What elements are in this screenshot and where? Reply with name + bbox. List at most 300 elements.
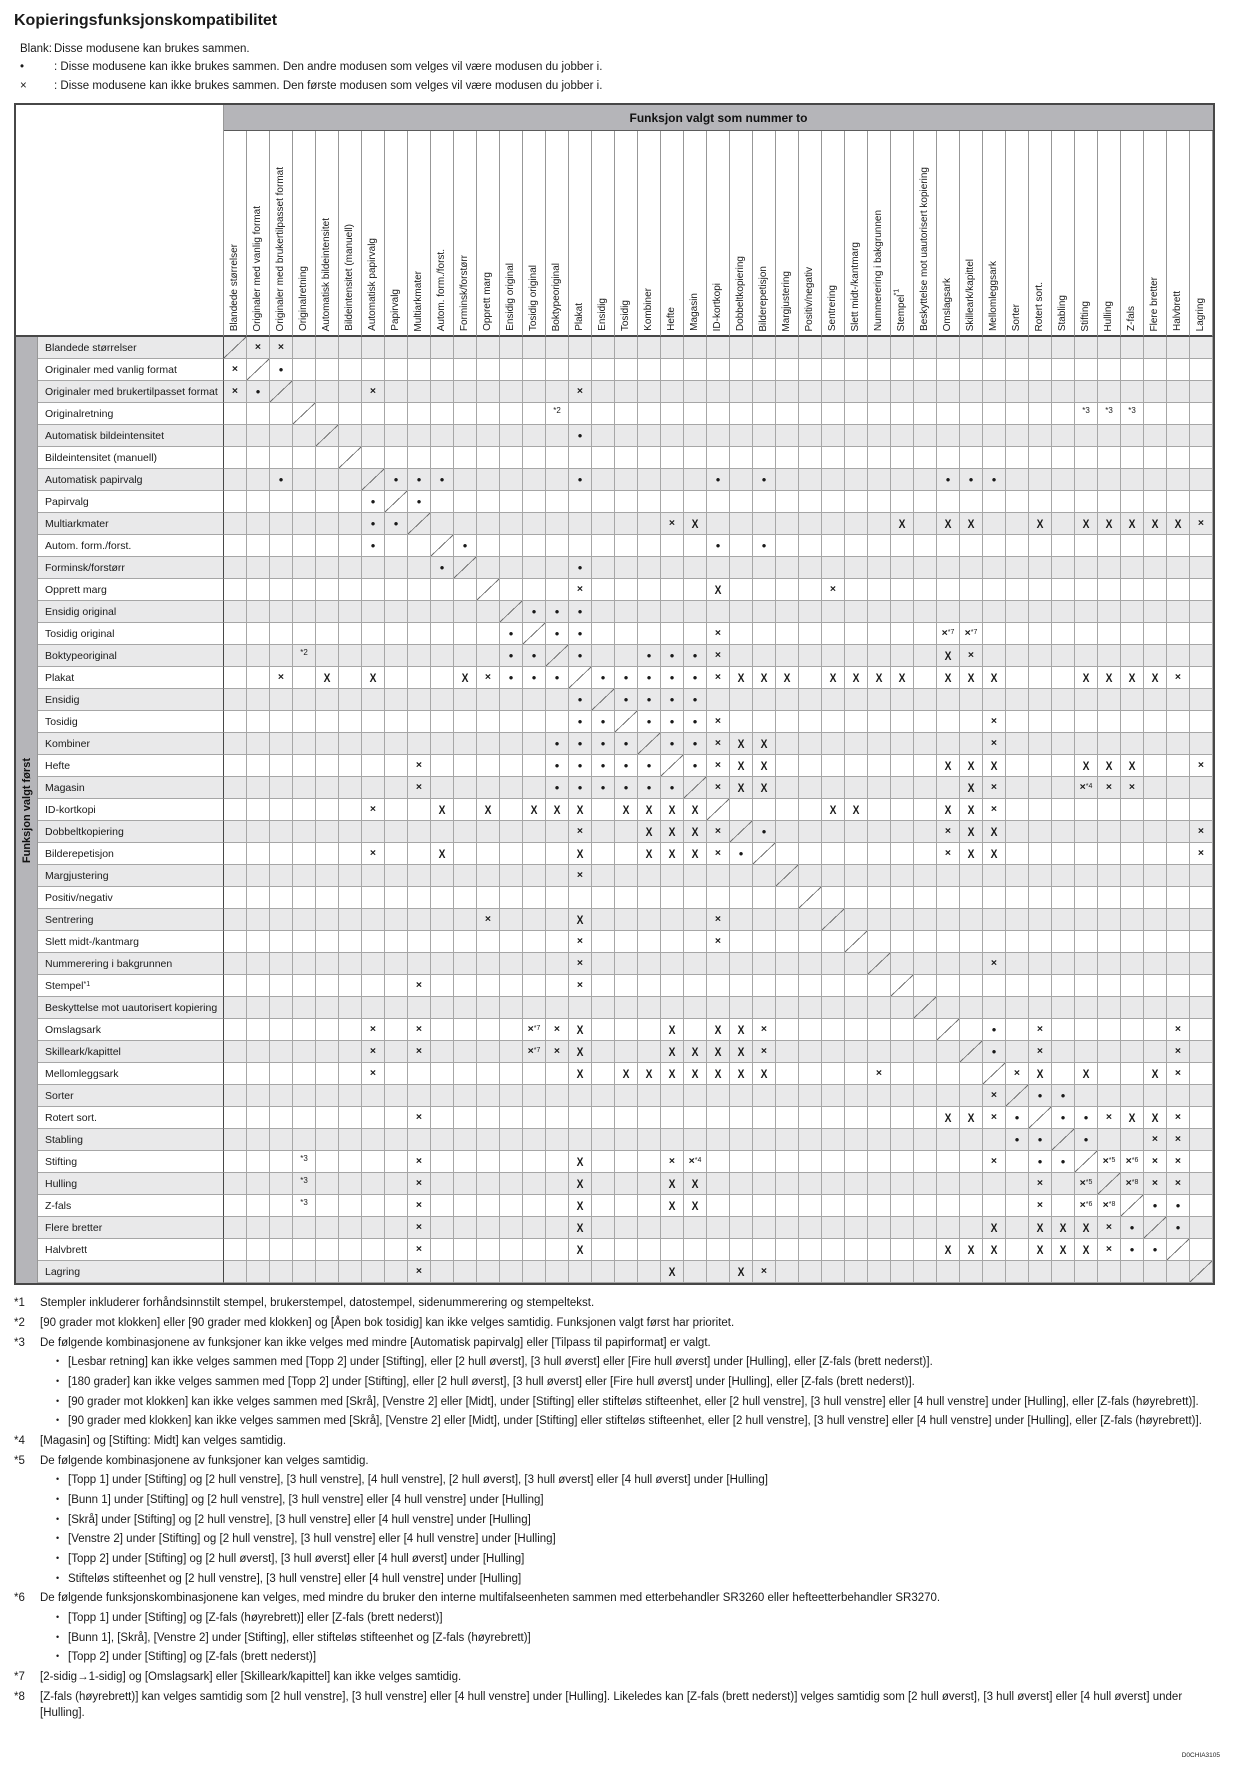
matrix-cell xyxy=(1190,491,1213,513)
matrix-cell xyxy=(339,975,362,997)
matrix-cell xyxy=(684,865,707,887)
matrix-cell xyxy=(730,1173,753,1195)
matrix-cell xyxy=(293,337,316,359)
matrix-cell xyxy=(730,447,753,469)
matrix-cell xyxy=(224,733,247,755)
matrix-cell xyxy=(1006,623,1029,645)
matrix-cell xyxy=(224,755,247,777)
matrix-cell xyxy=(914,667,937,689)
matrix-cell: × xyxy=(707,711,730,733)
matrix-cell xyxy=(339,623,362,645)
matrix-cell xyxy=(339,1019,362,1041)
column-header: Positiv/negativ xyxy=(799,131,822,337)
matrix-cell xyxy=(799,513,822,535)
matrix-cell xyxy=(454,337,477,359)
matrix-cell: • xyxy=(546,601,569,623)
matrix-cell xyxy=(753,1107,776,1129)
matrix-cell xyxy=(431,447,454,469)
matrix-cell xyxy=(316,645,339,667)
matrix-cell xyxy=(638,953,661,975)
matrix-cell: X xyxy=(615,799,638,821)
matrix-cell xyxy=(868,359,891,381)
matrix-cell xyxy=(845,447,868,469)
matrix-cell xyxy=(362,645,385,667)
matrix-cell: • xyxy=(408,491,431,513)
column-header: Rotert sort. xyxy=(1029,131,1052,337)
matrix-cell xyxy=(822,1019,845,1041)
matrix-cell xyxy=(753,909,776,931)
column-header: Kombiner xyxy=(638,131,661,337)
matrix-cell xyxy=(362,1129,385,1151)
matrix-cell xyxy=(1144,579,1167,601)
matrix-cell xyxy=(730,909,753,931)
footnote-text: [Z-fals (høyrebrett)] kan velges samtidig som [2 hull venstre], [3 hull venstre] eller [4 hull venstre] under [Hulling]. Likeledes kan [Z-fals (brett nederst)] velges samtidig som [2 hull øverst], [3 hull øverst] eller [4 hull øverst] under [Hulling]. xyxy=(40,1690,1183,1720)
matrix-cell xyxy=(1144,1217,1167,1239)
matrix-cell xyxy=(523,447,546,469)
matrix-cell: • xyxy=(454,535,477,557)
matrix-cell: • xyxy=(362,491,385,513)
matrix-cell xyxy=(615,975,638,997)
matrix-cell xyxy=(385,755,408,777)
matrix-cell xyxy=(408,909,431,931)
matrix-cell: • xyxy=(569,601,592,623)
matrix-cell xyxy=(868,711,891,733)
matrix-cell xyxy=(431,513,454,535)
matrix-cell xyxy=(454,469,477,491)
matrix-cell xyxy=(799,403,822,425)
matrix-cell: X xyxy=(1029,1217,1052,1239)
matrix-cell xyxy=(983,689,1006,711)
matrix-cell xyxy=(523,975,546,997)
matrix-cell: X xyxy=(569,1239,592,1261)
matrix-cell xyxy=(638,359,661,381)
matrix-cell xyxy=(615,337,638,359)
matrix-cell: • xyxy=(684,645,707,667)
row-label: Z-fals xyxy=(38,1195,224,1217)
matrix-cell: • xyxy=(569,711,592,733)
matrix-cell xyxy=(960,953,983,975)
matrix-cell xyxy=(730,557,753,579)
matrix-cell xyxy=(1121,535,1144,557)
matrix-cell: X xyxy=(753,1063,776,1085)
matrix-cell: X xyxy=(661,1173,684,1195)
matrix-cell: • xyxy=(569,645,592,667)
matrix-cell xyxy=(1098,931,1121,953)
matrix-cell xyxy=(316,711,339,733)
matrix-cell xyxy=(845,887,868,909)
matrix-cell xyxy=(868,821,891,843)
matrix-cell xyxy=(316,821,339,843)
column-header: Magasin xyxy=(684,131,707,337)
matrix-cell xyxy=(914,1239,937,1261)
footnote-bullet: • [90 grader mot klokken] kan ikke velges sammen med [Skrå], [Venstre 2] eller [Midt], under [Stifting] eller stifteløs stifteenhet, eller [2 hull venstre], [3 hull venstre] eller [4 hull venstre] under [Hulling], eller [Z-fals (høyrebrett)]. xyxy=(56,1395,1199,1408)
matrix-cell xyxy=(1052,975,1075,997)
matrix-cell xyxy=(339,1085,362,1107)
matrix-cell: X xyxy=(960,1239,983,1261)
matrix-cell xyxy=(1121,557,1144,579)
matrix-cell: X xyxy=(477,799,500,821)
matrix-cell: X xyxy=(684,1041,707,1063)
matrix-cell xyxy=(385,1151,408,1173)
matrix-cell xyxy=(477,1173,500,1195)
matrix-cell xyxy=(960,1063,983,1085)
matrix-cell xyxy=(224,491,247,513)
matrix-cell xyxy=(546,381,569,403)
matrix-cell xyxy=(385,799,408,821)
matrix-cell xyxy=(983,997,1006,1019)
column-header: Hulling xyxy=(1098,131,1121,337)
matrix-cell xyxy=(500,1173,523,1195)
matrix-cell xyxy=(546,887,569,909)
matrix-cell xyxy=(316,1041,339,1063)
matrix-cell xyxy=(615,865,638,887)
matrix-cell xyxy=(1167,425,1190,447)
matrix-cell xyxy=(592,997,615,1019)
matrix-cell xyxy=(339,425,362,447)
matrix-cell xyxy=(845,557,868,579)
matrix-cell xyxy=(891,931,914,953)
matrix-cell xyxy=(523,579,546,601)
matrix-cell xyxy=(776,535,799,557)
matrix-cell: • xyxy=(1052,1107,1075,1129)
matrix-cell xyxy=(431,1217,454,1239)
matrix-cell xyxy=(684,953,707,975)
matrix-cell xyxy=(270,777,293,799)
legend-text: : Disse modusene kan ikke brukes sammen. Den første modusen som velges vil være modusen du jobber i. xyxy=(54,79,603,92)
matrix-cell xyxy=(753,337,776,359)
matrix-cell xyxy=(730,535,753,557)
column-header: Lagring xyxy=(1190,131,1213,337)
matrix-cell: × xyxy=(362,1041,385,1063)
matrix-cell xyxy=(914,623,937,645)
matrix-cell xyxy=(707,403,730,425)
matrix-cell xyxy=(983,1129,1006,1151)
matrix-cell xyxy=(776,1019,799,1041)
matrix-cell xyxy=(293,821,316,843)
matrix-cell xyxy=(983,975,1006,997)
matrix-cell xyxy=(523,1107,546,1129)
matrix-cell: × xyxy=(477,667,500,689)
matrix-cell xyxy=(960,1129,983,1151)
matrix-cell xyxy=(1052,557,1075,579)
matrix-cell: × xyxy=(362,381,385,403)
matrix-cell xyxy=(339,799,362,821)
matrix-cell xyxy=(615,1085,638,1107)
matrix-cell: × xyxy=(960,645,983,667)
matrix-cell xyxy=(1029,623,1052,645)
footnote-bullet: • [Lesbar retning] kan ikke velges sammen med [Topp 2] under [Stifting], eller [2 hull øverst], [3 hull øverst] eller [Fire hull øverst] under [Hulling], eller [Z-fals (brett nederst)]. xyxy=(56,1356,933,1369)
matrix-cell xyxy=(1052,777,1075,799)
matrix-cell xyxy=(1052,535,1075,557)
matrix-cell xyxy=(1190,1261,1213,1283)
matrix-cell xyxy=(270,381,293,403)
matrix-cell xyxy=(523,1261,546,1283)
matrix-cell: • xyxy=(546,777,569,799)
matrix-cell xyxy=(845,1129,868,1151)
matrix-cell xyxy=(799,1239,822,1261)
matrix-cell xyxy=(1006,667,1029,689)
matrix-cell xyxy=(1006,799,1029,821)
matrix-cell xyxy=(960,997,983,1019)
matrix-cell xyxy=(385,425,408,447)
matrix-cell xyxy=(1167,931,1190,953)
matrix-cell xyxy=(431,645,454,667)
legend-row xyxy=(14,58,1222,76)
matrix-cell xyxy=(385,623,408,645)
matrix-cell xyxy=(293,975,316,997)
matrix-cell xyxy=(270,1085,293,1107)
matrix-cell xyxy=(753,513,776,535)
matrix-cell xyxy=(270,931,293,953)
matrix-cell xyxy=(661,953,684,975)
matrix-cell xyxy=(270,535,293,557)
matrix-cell xyxy=(546,469,569,491)
matrix-cell xyxy=(1167,535,1190,557)
matrix-cell: • xyxy=(707,535,730,557)
matrix-cell xyxy=(615,1195,638,1217)
matrix-cell xyxy=(1075,821,1098,843)
matrix-cell xyxy=(868,403,891,425)
matrix-cell xyxy=(293,1261,316,1283)
matrix-cell xyxy=(661,381,684,403)
matrix-cell xyxy=(960,1217,983,1239)
matrix-cell xyxy=(799,1151,822,1173)
matrix-cell xyxy=(1121,601,1144,623)
matrix-cell: X xyxy=(960,513,983,535)
matrix-cell xyxy=(592,359,615,381)
matrix-cell xyxy=(523,887,546,909)
matrix-cell xyxy=(477,997,500,1019)
matrix-cell xyxy=(592,645,615,667)
matrix-cell xyxy=(1121,1129,1144,1151)
matrix-cell xyxy=(845,1041,868,1063)
matrix-cell: X xyxy=(1029,513,1052,535)
matrix-cell: × xyxy=(753,1041,776,1063)
matrix-cell xyxy=(799,887,822,909)
matrix-cell xyxy=(1098,1063,1121,1085)
matrix-cell xyxy=(615,1173,638,1195)
matrix-cell: • xyxy=(569,557,592,579)
matrix-cell xyxy=(753,623,776,645)
matrix-cell xyxy=(638,579,661,601)
row-label: Stifting xyxy=(38,1151,224,1173)
matrix-cell xyxy=(1052,755,1075,777)
matrix-cell xyxy=(1144,403,1167,425)
matrix-cell: × xyxy=(1167,667,1190,689)
matrix-cell xyxy=(431,931,454,953)
matrix-cell xyxy=(1190,733,1213,755)
matrix-cell xyxy=(822,711,845,733)
row-label: Plakat xyxy=(38,667,224,689)
matrix-cell xyxy=(1052,1173,1075,1195)
matrix-cell xyxy=(868,799,891,821)
matrix-cell xyxy=(477,623,500,645)
matrix-cell xyxy=(684,557,707,579)
matrix-cell xyxy=(316,447,339,469)
matrix-cell xyxy=(523,953,546,975)
matrix-cell xyxy=(1190,623,1213,645)
matrix-cell xyxy=(914,1085,937,1107)
matrix-cell: × xyxy=(362,1019,385,1041)
matrix-cell xyxy=(615,535,638,557)
matrix-cell: • xyxy=(684,711,707,733)
matrix-cell xyxy=(845,909,868,931)
matrix-cell xyxy=(1121,1063,1144,1085)
matrix-cell: X xyxy=(1098,755,1121,777)
matrix-cell xyxy=(684,601,707,623)
matrix-cell: × xyxy=(983,1151,1006,1173)
matrix-cell xyxy=(822,843,845,865)
column-header: Originaler med brukertilpasset format xyxy=(270,131,293,337)
matrix-cell xyxy=(1098,425,1121,447)
matrix-cell xyxy=(1190,1195,1213,1217)
matrix-cell xyxy=(408,1085,431,1107)
matrix-cell: × $^{*6}$ xyxy=(1075,1195,1098,1217)
matrix-cell xyxy=(385,953,408,975)
matrix-cell xyxy=(385,403,408,425)
matrix-cell xyxy=(684,1129,707,1151)
matrix-cell xyxy=(730,887,753,909)
matrix-cell xyxy=(1144,909,1167,931)
matrix-cell xyxy=(270,1041,293,1063)
matrix-cell: • xyxy=(615,755,638,777)
matrix-cell xyxy=(845,1107,868,1129)
matrix-cell xyxy=(891,711,914,733)
matrix-cell: X xyxy=(960,799,983,821)
matrix-cell xyxy=(1075,535,1098,557)
matrix-cell xyxy=(960,601,983,623)
matrix-cell xyxy=(592,1019,615,1041)
matrix-cell xyxy=(385,645,408,667)
matrix-cell xyxy=(638,865,661,887)
matrix-cell xyxy=(477,1239,500,1261)
footnote-bullet: • [Topp 2] under [Stifting] og [2 hull øverst], [3 hull øverst] eller [4 hull øverst] under [Hulling] xyxy=(56,1552,525,1565)
matrix-cell xyxy=(868,601,891,623)
footnote-bullet: • [Bunn 1] under [Stifting] og [2 hull venstre], [3 hull venstre] eller [4 hull venstre] under [Hulling] xyxy=(56,1493,544,1506)
matrix-cell xyxy=(592,953,615,975)
matrix-cell xyxy=(776,777,799,799)
matrix-cell: × $^{*7}$ xyxy=(523,1041,546,1063)
matrix-cell: X xyxy=(569,1173,592,1195)
matrix-cell: × xyxy=(224,359,247,381)
matrix-cell xyxy=(247,799,270,821)
matrix-cell xyxy=(822,953,845,975)
matrix-cell xyxy=(868,733,891,755)
matrix-cell xyxy=(891,1107,914,1129)
matrix-cell: × $^{*7}$ xyxy=(523,1019,546,1041)
matrix-cell xyxy=(891,1239,914,1261)
matrix-cell xyxy=(983,931,1006,953)
matrix-cell xyxy=(293,557,316,579)
matrix-cell xyxy=(799,1019,822,1041)
matrix-cell xyxy=(1190,667,1213,689)
matrix-cell xyxy=(408,601,431,623)
matrix-cell xyxy=(845,425,868,447)
matrix-cell xyxy=(1098,1019,1121,1041)
matrix-cell: X xyxy=(1075,1239,1098,1261)
matrix-cell xyxy=(523,381,546,403)
matrix-cell xyxy=(454,491,477,513)
matrix-cell xyxy=(845,513,868,535)
matrix-cell xyxy=(431,1063,454,1085)
matrix-cell xyxy=(753,799,776,821)
matrix-cell xyxy=(822,359,845,381)
matrix-cell xyxy=(592,535,615,557)
matrix-cell xyxy=(1052,909,1075,931)
matrix-cell xyxy=(1167,843,1190,865)
matrix-cell xyxy=(500,755,523,777)
matrix-cell xyxy=(385,1217,408,1239)
matrix-cell xyxy=(316,359,339,381)
matrix-cell xyxy=(523,689,546,711)
matrix-cell: • xyxy=(569,689,592,711)
matrix-cell xyxy=(845,689,868,711)
matrix-cell xyxy=(224,403,247,425)
matrix-cell xyxy=(362,821,385,843)
matrix-cell xyxy=(684,1239,707,1261)
matrix-cell xyxy=(730,711,753,733)
matrix-cell: × xyxy=(983,1085,1006,1107)
matrix-cell xyxy=(753,447,776,469)
matrix-cell xyxy=(339,1129,362,1151)
matrix-cell xyxy=(822,601,845,623)
matrix-cell xyxy=(454,1217,477,1239)
matrix-cell xyxy=(868,1195,891,1217)
matrix-cell xyxy=(776,579,799,601)
matrix-cell xyxy=(1006,997,1029,1019)
matrix-cell xyxy=(638,1019,661,1041)
matrix-cell xyxy=(891,689,914,711)
matrix-cell: × xyxy=(983,777,1006,799)
matrix-cell: × xyxy=(707,755,730,777)
matrix-cell xyxy=(500,1085,523,1107)
matrix-cell xyxy=(937,953,960,975)
matrix-cell xyxy=(1144,601,1167,623)
matrix-cell: X xyxy=(1144,1063,1167,1085)
matrix-cell xyxy=(707,997,730,1019)
matrix-cell xyxy=(914,601,937,623)
matrix-cell xyxy=(822,1261,845,1283)
matrix-cell xyxy=(477,975,500,997)
matrix-cell xyxy=(914,953,937,975)
matrix-cell: × xyxy=(1167,1173,1190,1195)
matrix-cell xyxy=(845,843,868,865)
matrix-cell xyxy=(822,931,845,953)
matrix-cell xyxy=(523,821,546,843)
matrix-cell xyxy=(454,997,477,1019)
matrix-cell xyxy=(1098,359,1121,381)
matrix-cell: • xyxy=(615,777,638,799)
matrix-cell xyxy=(707,1085,730,1107)
matrix-cell: • xyxy=(592,733,615,755)
matrix-cell xyxy=(868,1041,891,1063)
matrix-cell: X xyxy=(707,579,730,601)
matrix-cell xyxy=(960,1019,983,1041)
matrix-cell xyxy=(845,997,868,1019)
matrix-cell xyxy=(569,1261,592,1283)
matrix-cell xyxy=(615,491,638,513)
matrix-cell xyxy=(408,535,431,557)
matrix-cell xyxy=(799,425,822,447)
matrix-cell: X xyxy=(730,733,753,755)
footnote-text: [2-sidig→1-sidig] og [Omslagsark] eller [Skilleark/kapittel] kan ikke velges samtidig. xyxy=(40,1670,462,1683)
matrix-cell xyxy=(477,645,500,667)
matrix-cell xyxy=(431,755,454,777)
matrix-cell xyxy=(638,733,661,755)
matrix-cell xyxy=(753,1085,776,1107)
matrix-cell xyxy=(730,579,753,601)
matrix-cell xyxy=(914,755,937,777)
